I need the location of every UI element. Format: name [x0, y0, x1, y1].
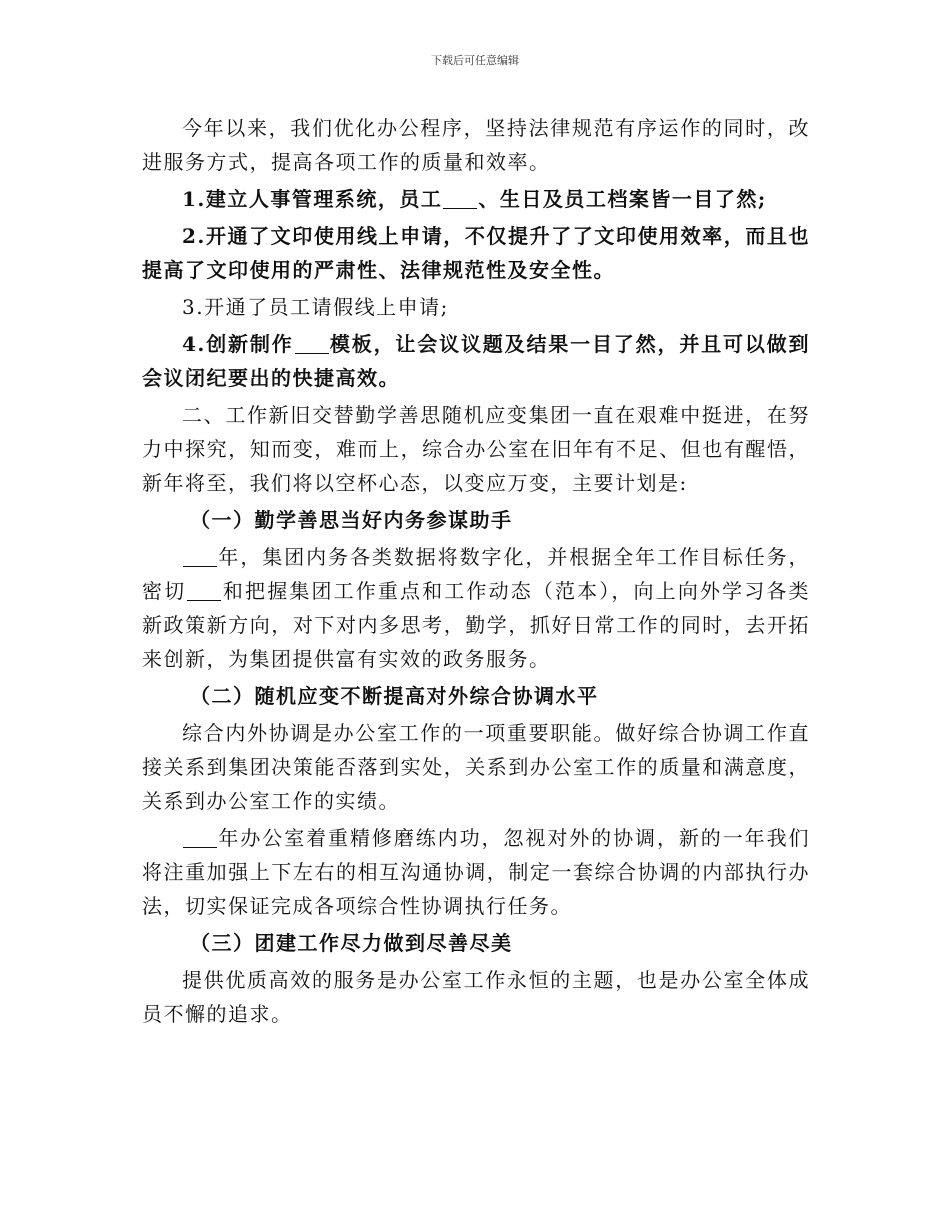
- paragraph-text: 年，集团内务各类数据将数字化，并根据全年工作目标任务，密切: [142, 545, 810, 603]
- blank-underline: [187, 580, 221, 601]
- document-body: [142, 111, 810, 1031]
- paragraph-text: 1.建立人事管理系统，员工: [182, 187, 443, 211]
- paragraph-para-3: [142, 821, 810, 923]
- paragraph-section-2: [142, 398, 810, 500]
- blank-underline: [183, 827, 217, 848]
- page-header: 下载后可任意编辑: [431, 54, 519, 67]
- paragraph-text: （三）团建工作尽力做到尽善尽美: [190, 931, 513, 955]
- paragraph-item-1: [142, 182, 810, 216]
- paragraph-text: （二）随机应变不断提高对外综合协调水平: [190, 684, 599, 708]
- blank-underline: [183, 546, 217, 567]
- paragraph-item-3: [142, 290, 810, 324]
- paragraph-text: 今年以来，我们优化办公程序，坚持法律规范有序运作的同时，改进服务方式，提高各项工作的质量和效率。: [142, 116, 810, 174]
- paragraph-text: 和把握集团工作重点和工作动态（范本），向上向外学习各类新政策新方向，对下对内多思考，勤学，抓好日常工作的同时，去开拓来创新，为集团提供富有实效的政务服务。: [142, 579, 811, 671]
- paragraph-text: 、生日及员工档案皆一目了然;: [478, 187, 767, 211]
- paragraph-text: （一）勤学善思当好内务参谋助手: [190, 508, 513, 532]
- paragraph-intro: [142, 111, 810, 179]
- paragraph-item-2: [142, 219, 810, 287]
- paragraph-para-2: [142, 716, 810, 818]
- paragraph-text: 综合内外协调是办公室工作的一项重要职能。做好综合协调工作直接关系到集团决策能否落到实处，关系到办公室工作的质量和满意度，关系到办公室工作的实绩。: [142, 721, 810, 813]
- paragraph-text: 提供优质高效的服务是办公室工作永恒的主题，也是办公室全体成员不懈的追求。: [142, 968, 810, 1026]
- paragraph-text: 模板，让会议议题及结果一目了然，并且可以做到会议闭纪要出的快捷高效。: [142, 332, 811, 390]
- paragraph-text: 4.创新制作: [182, 332, 294, 356]
- paragraph-text: 2.开通了文印使用线上申请，不仅提升了了文印使用效率，而且也提高了文印使用的严肃性、法律规范性及安全性。: [142, 224, 810, 282]
- paragraph-heading-3: [142, 926, 810, 960]
- blank-underline: [443, 188, 477, 209]
- paragraph-heading-2: [142, 679, 810, 713]
- blank-underline: [295, 333, 329, 354]
- paragraph-text: 3.开通了员工请假线上申请;: [182, 295, 449, 319]
- paragraph-para-4: [142, 963, 810, 1031]
- paragraph-para-1: [142, 540, 810, 676]
- paragraph-text: 二、工作新旧交替勤学善思随机应变集团一直在艰难中挺进，在努力中探究，知而变，难而上，综合办公室在旧年有不足、但也有醒悟，新年将至，我们将以空杯心态，以变应万变，主要计划是:: [142, 403, 810, 495]
- paragraph-text: 年办公室着重精修磨练内功，忽视对外的协调，新的一年我们将注重加强上下左右的相互沟通协调，制定一套综合协调的内部执行办法，切实保证完成各项综合性协调执行任务。: [142, 826, 810, 918]
- paragraph-heading-1: [142, 503, 810, 537]
- paragraph-item-4: [142, 327, 810, 395]
